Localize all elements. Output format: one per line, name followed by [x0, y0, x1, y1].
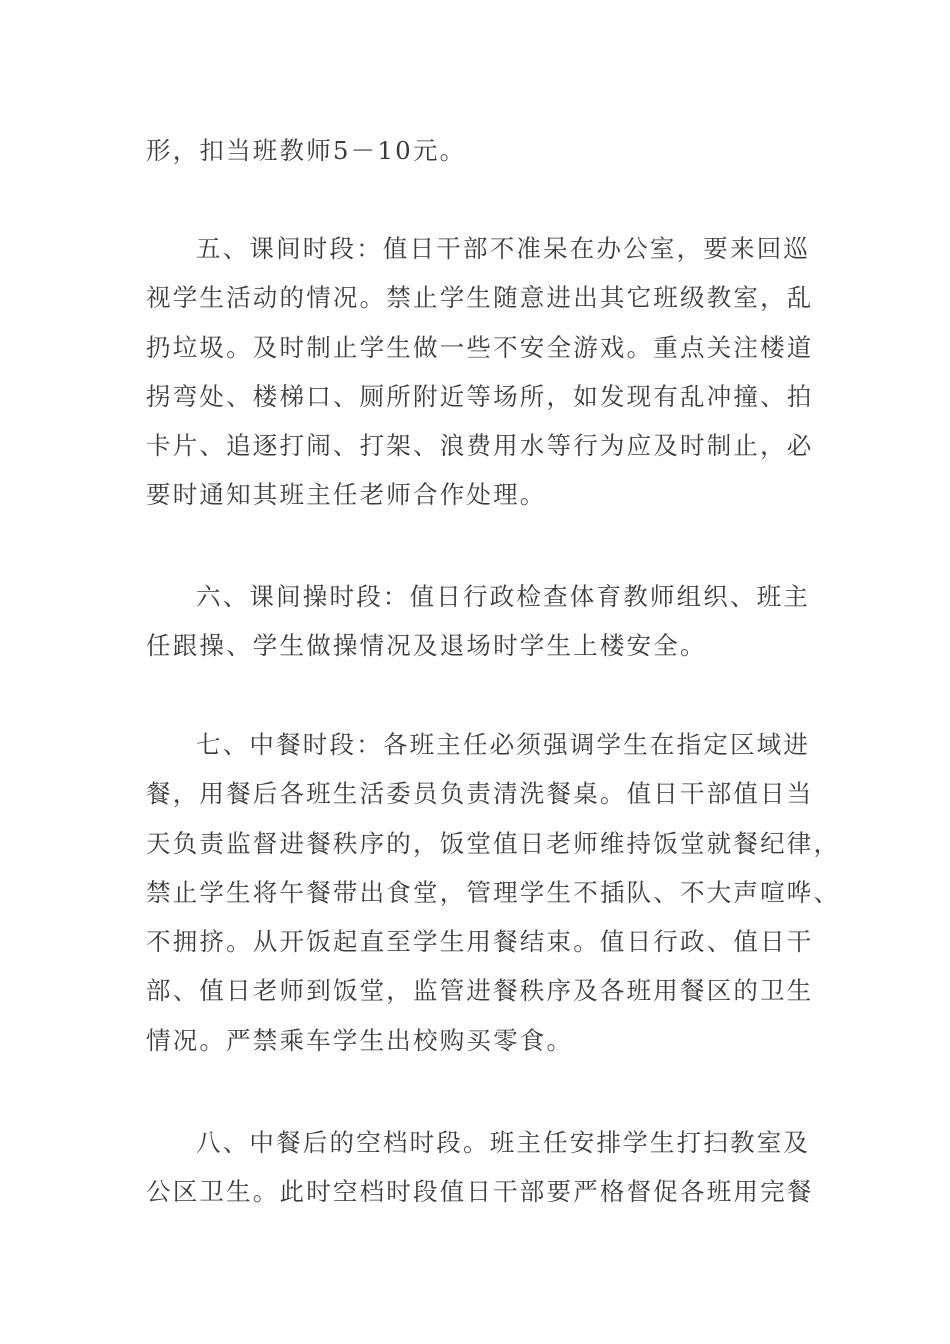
paragraph-line: 不拥挤。从开饭起直至学生用餐结束。值日行政、值日干: [146, 927, 814, 957]
paragraph-line: 八、中餐后的空档时段。班主任安排学生打扫教室及: [196, 1128, 811, 1157]
paragraph-lunch-period: [146, 720, 841, 1065]
paragraph-line: 拐弯处、楼梯口、厕所附近等场所，如发现有乱冲撞、拍: [146, 381, 814, 411]
paragraph-line: 卡片、追逐打闹、打架、浪费用水等行为应及时制止，必: [146, 431, 814, 461]
paragraph-line: 要时通知其班主任老师合作处理。: [146, 480, 547, 510]
paragraph-continuation: [146, 126, 806, 175]
paragraph-line: 公区卫生。此时空档时段值日干部要严格督促各班用完餐: [146, 1177, 814, 1207]
paragraph-line: 部、值日老师到饭堂，监管进餐秩序及各班用餐区的卫生: [146, 976, 814, 1006]
paragraph-line: 餐，用餐后各班生活委员负责清洗餐桌。值日干部值日当: [146, 779, 814, 809]
paragraph-line: 禁止学生将午餐带出食堂，管理学生不插队、不大声喧哗、: [146, 877, 841, 907]
paragraph-line: 视学生活动的情况。禁止学生随意进出其它班级教室，乱: [146, 283, 814, 313]
paragraph-line: 扔垃圾。及时制止学生做一些不安全游戏。重点关注楼道: [146, 332, 814, 362]
paragraph-line: 七、中餐时段：各班主任必须强调学生在指定区域进: [196, 730, 811, 759]
paragraph-after-lunch-period: [146, 1118, 814, 1217]
paragraph-line: 五、课间时段：值日干部不准呆在办公室，要来回巡: [196, 234, 811, 263]
paragraph-line: 任跟操、学生做操情况及退场时学生上楼安全。: [146, 631, 707, 661]
paragraph-line: 形，扣当班教师5－10元。: [146, 136, 467, 165]
paragraph-line: 天负责监督进餐秩序的，饭堂值日老师维持饭堂就餐纪律，: [146, 828, 841, 858]
paragraph-line: 六、课间操时段：值日行政检查体育教师组织、班主: [196, 582, 811, 611]
paragraph-exercise-period: [146, 572, 811, 671]
paragraph-break-period: [146, 224, 814, 520]
paragraph-line: 情况。严禁乘车学生出校购买零食。: [146, 1025, 574, 1055]
